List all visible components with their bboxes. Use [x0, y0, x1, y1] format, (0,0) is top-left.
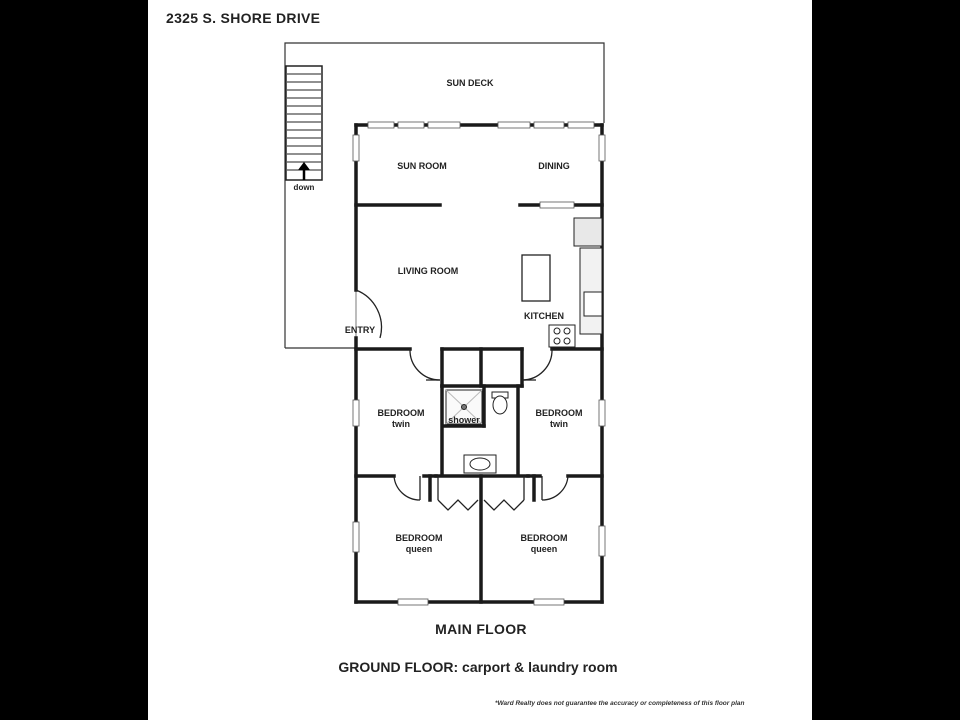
- room-label-shower: shower: [448, 415, 480, 425]
- bedroom-ne-bed: twin: [550, 419, 568, 429]
- bedroom-se-name: BEDROOM: [520, 533, 568, 543]
- ground-floor-value: carport & laundry room: [462, 659, 618, 675]
- room-label-sun-deck: SUN DECK: [446, 78, 494, 88]
- bedroom-sw-bed: queen: [405, 544, 433, 554]
- ground-floor-note: [338, 659, 617, 675]
- bedroom-sw-name: BEDROOM: [395, 533, 443, 543]
- room-label-bedroom-ne: [536, 408, 583, 430]
- room-label-dining: DINING: [538, 161, 570, 171]
- floor-title: MAIN FLOOR: [435, 621, 527, 637]
- bedroom-se-bed: queen: [530, 544, 558, 554]
- floor-plan-sheet: [148, 0, 812, 720]
- kitchen-island: [522, 255, 550, 301]
- staircase: [286, 66, 322, 180]
- room-label-bedroom-sw: [396, 533, 443, 555]
- room-label-sun-room: SUN ROOM: [397, 161, 447, 171]
- bedroom-ne-name: BEDROOM: [535, 408, 583, 418]
- room-label-bedroom-nw: [378, 408, 425, 430]
- ground-floor-label: GROUND FLOOR:: [338, 659, 459, 675]
- floor-plan-drawing: [148, 0, 812, 720]
- sun-deck-outline: [285, 43, 604, 348]
- room-label-kitchen: KITCHEN: [524, 311, 564, 321]
- fixtures: [446, 218, 602, 473]
- room-label-bedroom-se: [521, 533, 568, 555]
- bedroom-nw-bed: twin: [392, 419, 410, 429]
- property-address: 2325 S. SHORE DRIVE: [166, 10, 321, 26]
- room-label-entry: ENTRY: [344, 325, 376, 335]
- disclaimer: *Ward Realty does not guarantee the accuracy or completeness of this floor plan: [495, 700, 745, 707]
- bedroom-nw-name: BEDROOM: [377, 408, 425, 418]
- stairs-label: down: [293, 183, 315, 192]
- walls: [356, 125, 602, 602]
- room-label-living-room: LIVING ROOM: [397, 266, 459, 276]
